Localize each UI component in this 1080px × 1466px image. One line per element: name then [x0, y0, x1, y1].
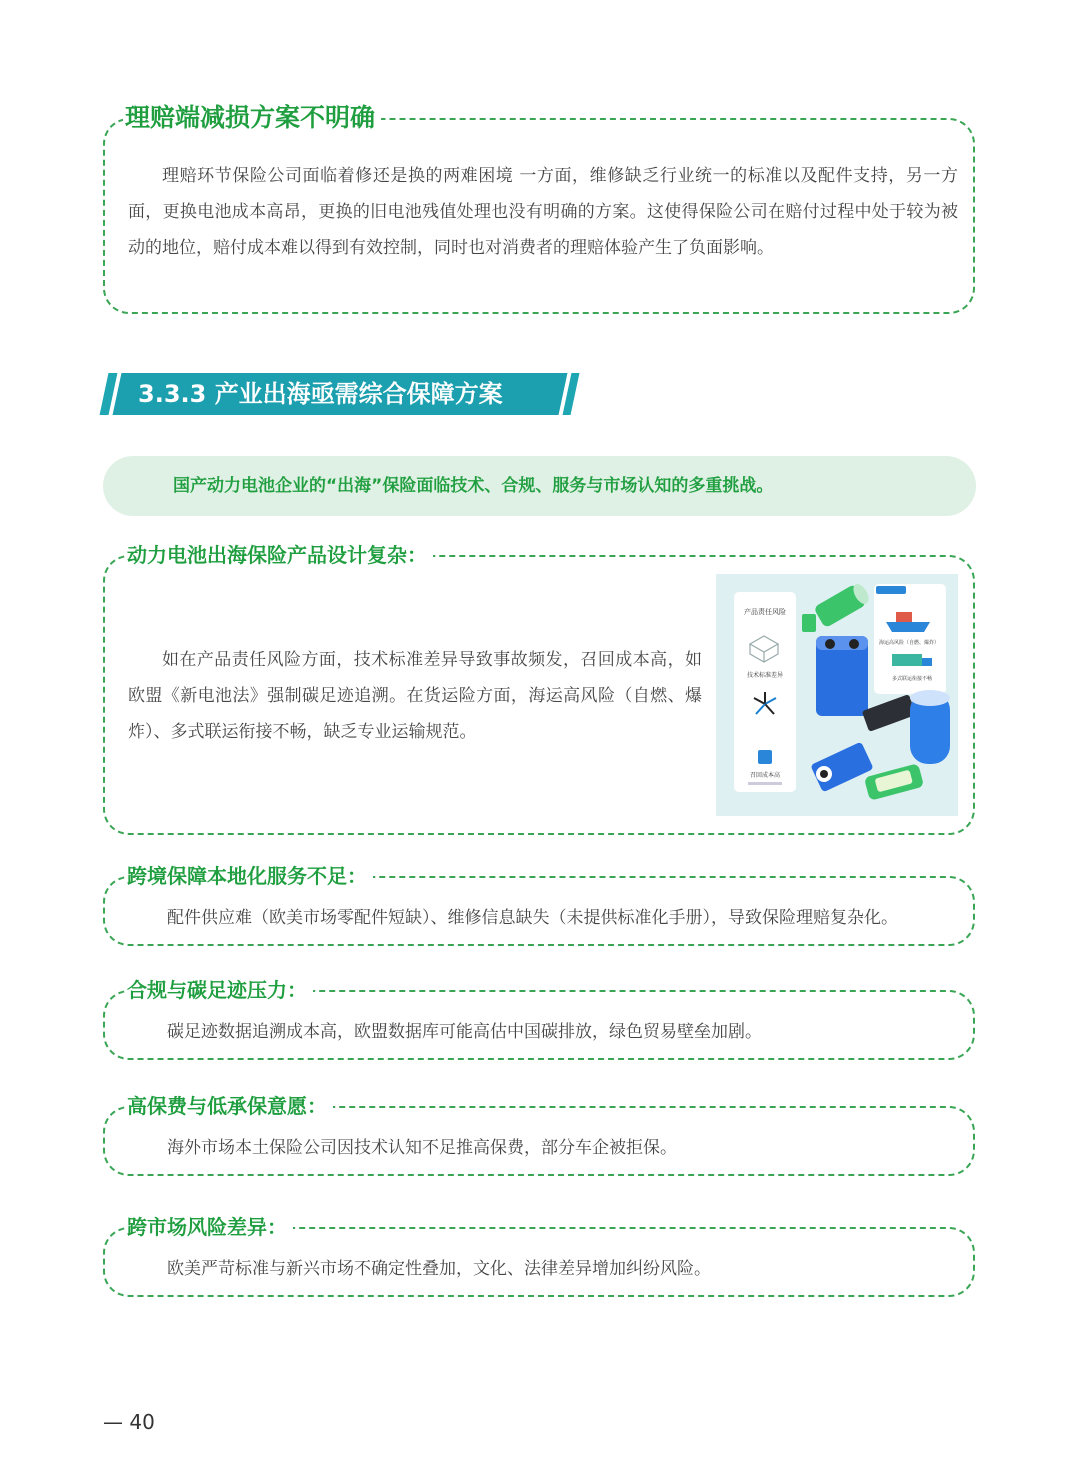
compliance-carbon-text: 碳足迹数据追溯成本高，欧盟数据库可能高估中国碳排放，绿色贸易壁垒加剧。 [167, 1022, 762, 1042]
product-design-paragraph: 如在产品责任风险方面，技术标准差异导致事故频发，召回成本高，如欧盟《新电池法》强制碳足迹追溯。在货运险方面，海运高风险（自燃、爆炸）、多式联运衔接不畅，缺乏专业运输规范。 [128, 650, 702, 742]
claims-loss-title: 理赔端减损方案不明确 [123, 100, 381, 136]
recall-caption-line [748, 782, 782, 785]
section-heading-banner [104, 373, 580, 415]
premium-underwriting-text: 海外市场本土保险公司因技术认知不足推高保费，部分车企被拒保。 [167, 1138, 677, 1158]
localization-service-title: 跨境保障本地化服务不足： [125, 861, 373, 891]
product-design-title: 动力电池出海保险产品设计复杂： [125, 540, 433, 570]
claims-loss-box [103, 103, 975, 314]
small-green-cell [802, 614, 816, 632]
cross-market-risk-box [103, 1215, 975, 1297]
recall-icon [758, 750, 772, 764]
localization-service-text: 配件供应难（欧美市场零配件短缺）、维修信息缺失（未提供标准化手册），导致保险理赔复杂化。 [167, 908, 898, 928]
blue-battery-right [910, 690, 950, 764]
green-battery-top [813, 581, 871, 628]
truck-icon [892, 654, 922, 666]
label-sea-risk: 海运高风险（自燃、爆炸） [878, 640, 940, 646]
localization-service-box [103, 864, 975, 946]
blue-battery-large [816, 636, 868, 716]
label-product-liability: 产品责任风险 [744, 608, 786, 616]
compliance-carbon-box [103, 978, 975, 1060]
ship-icon [886, 622, 930, 632]
battery-risk-illustration [716, 574, 958, 816]
ship-cargo [896, 612, 912, 622]
compliance-carbon-title: 合规与碳足迹压力： [125, 975, 313, 1005]
blue-battery-bottom [810, 742, 873, 793]
cross-market-risk-title: 跨市场风险差异： [125, 1212, 293, 1242]
highlight-summary: 国产动力电池企业的“出海”保险面临技术、合规、服务与市场认知的多重挑战。 [103, 456, 976, 516]
cross-market-risk-text: 欧美严苛标准与新兴市场不确定性叠加，文化、法律差异增加纠纷风险。 [167, 1259, 711, 1279]
panel-tag [876, 586, 906, 594]
section-heading: 3.3.3 产业出海亟需综合保障方案 [138, 380, 503, 408]
premium-underwriting-title: 高保费与低承保意愿： [125, 1091, 333, 1121]
label-recall-cost: 召回成本高 [749, 772, 781, 779]
claims-loss-paragraph: 理赔环节保险公司面临着修还是换的两难困境 一方面，维修缺乏行业统一的标准以及配件支持，另一方面，更换电池成本高昂，更换的旧电池残值处理也没有明确的方案。这使得保险公司在赔付过程中处于较为被动的地位，赔付成本难以得到有效控制，同时也对消费者的理赔体验产生了负面影响。 [128, 166, 958, 258]
page-number: — 40 [103, 1410, 155, 1434]
battery-illustration-svg [716, 574, 958, 816]
dark-battery-flat [862, 694, 917, 732]
premium-underwriting-box [103, 1094, 975, 1176]
truck-cab [922, 658, 932, 666]
label-standard-difference: 技术标准差异 [746, 672, 784, 679]
label-multimodal: 多式联运衔接不畅 [891, 676, 933, 682]
green-battery-bottom [864, 763, 924, 801]
